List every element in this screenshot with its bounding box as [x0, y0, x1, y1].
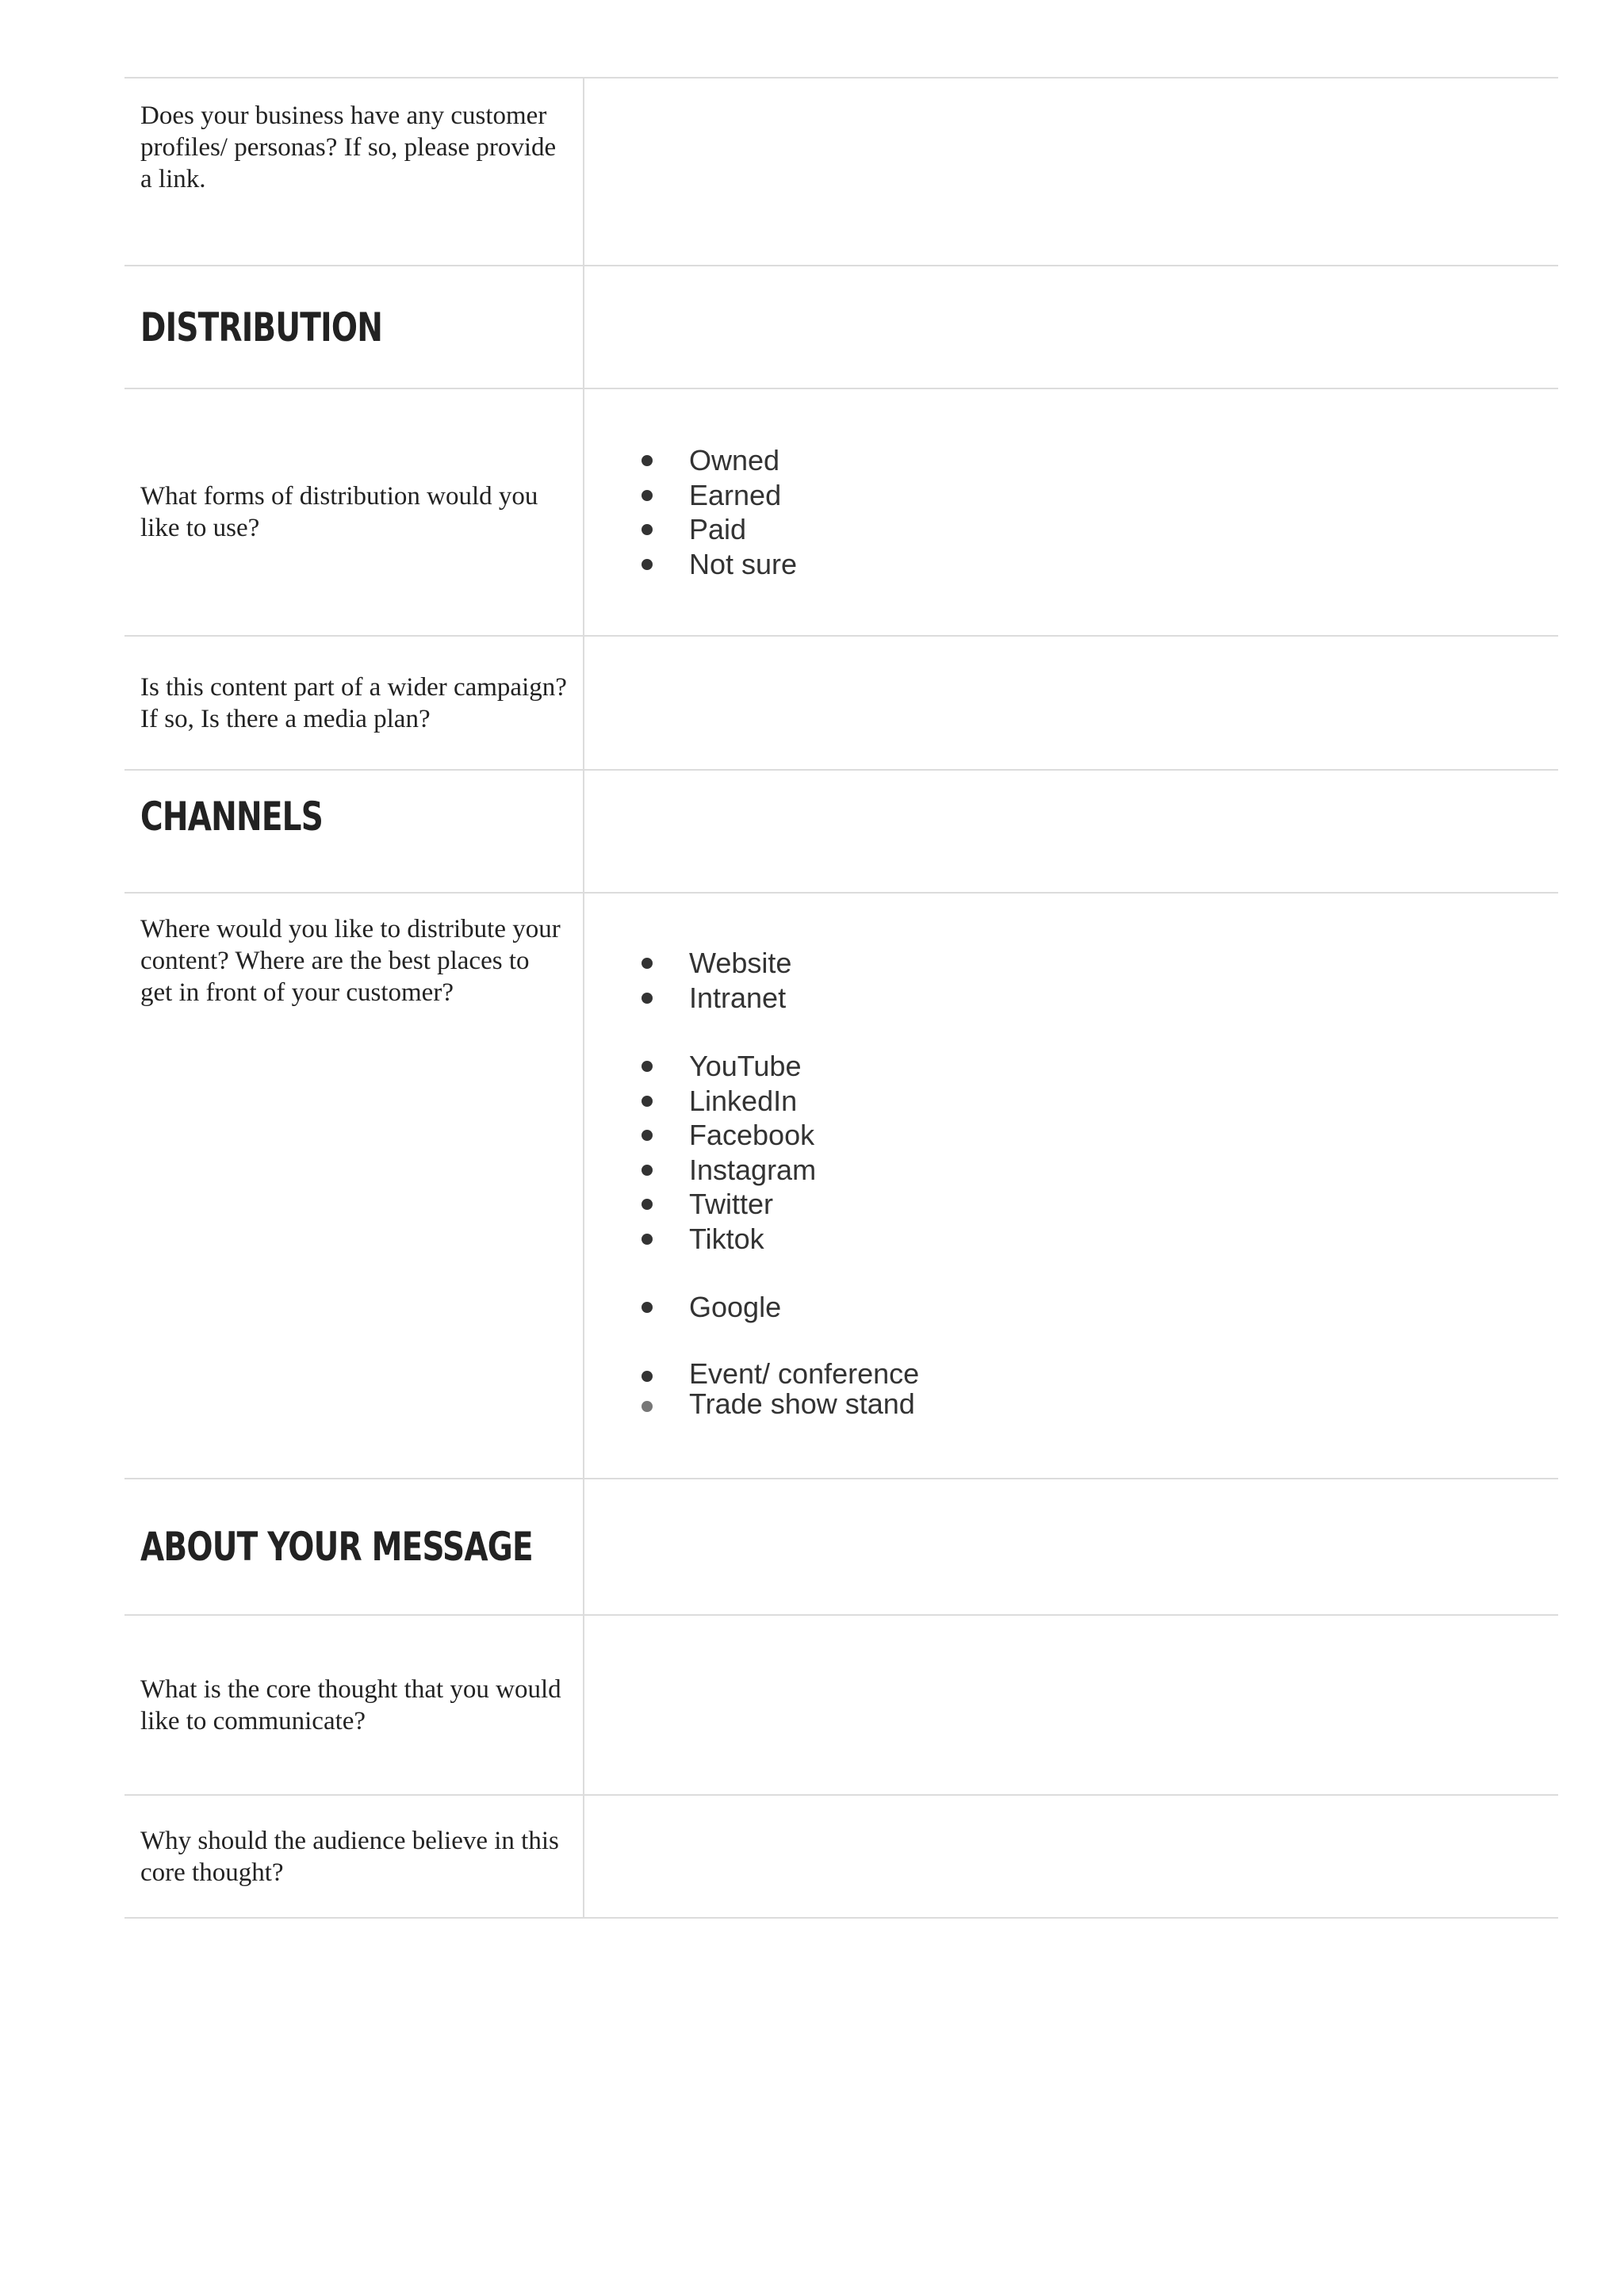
spacer: [642, 1256, 1558, 1290]
row-distribution-heading: [124, 266, 1558, 389]
answer-core-thought[interactable]: [584, 1616, 1558, 1794]
option-label: Not sure: [689, 547, 798, 580]
answer-channels: [584, 894, 1558, 1478]
answer-wider-campaign[interactable]: [584, 637, 1558, 769]
heading-cell: [124, 1479, 584, 1614]
heading-blank-cell: [584, 266, 1558, 388]
option-owned[interactable]: [642, 443, 1558, 478]
bullet-icon: [642, 524, 653, 535]
answer-customer-profiles[interactable]: [584, 78, 1558, 265]
bullet-icon: [642, 1061, 653, 1072]
option-twitter[interactable]: [642, 1187, 1558, 1222]
question-distribution-forms: What forms of distribution would you like to use?: [140, 482, 538, 542]
heading-cell: [124, 266, 584, 388]
row-distribution-forms: [124, 389, 1558, 637]
section-heading-channels: CHANNELS: [140, 794, 324, 840]
section-heading-distribution: DISTRIBUTION: [140, 304, 383, 350]
question-cell: [124, 389, 584, 635]
section-heading-about-message: ABOUT YOUR MESSAGE: [140, 1524, 533, 1570]
option-paid[interactable]: [642, 512, 1558, 547]
option-label: Facebook: [689, 1119, 815, 1151]
option-google[interactable]: [642, 1290, 1558, 1325]
option-earned[interactable]: [642, 478, 1558, 513]
question-core-thought: What is the core thought that you would like to communicate?: [140, 1674, 561, 1735]
option-label: Paid: [689, 513, 747, 545]
question-cell: [124, 1796, 584, 1917]
bullet-icon: [642, 1234, 653, 1245]
spacer: [642, 1015, 1558, 1049]
search-options-list: [642, 1290, 1558, 1325]
row-core-thought: [124, 1616, 1558, 1796]
option-label: Intranet: [689, 981, 787, 1014]
option-instagram[interactable]: [642, 1153, 1558, 1188]
bullet-icon: [642, 1199, 653, 1210]
row-wider-campaign: [124, 637, 1558, 771]
option-label: Instagram: [689, 1153, 817, 1186]
question-customer-profiles: Does your business have any customer profiles/ personas? If so, please provide a link.: [140, 101, 557, 193]
bullet-icon: [642, 1096, 653, 1107]
option-linkedin[interactable]: [642, 1084, 1558, 1119]
bullet-icon: [642, 993, 653, 1004]
row-audience-belief: [124, 1796, 1558, 1919]
event-options-list: [642, 1359, 1558, 1419]
question-audience-belief: Why should the audience believe in this core thought?: [140, 1826, 559, 1887]
option-youtube[interactable]: [642, 1049, 1558, 1084]
heading-cell: [124, 771, 584, 892]
row-channels-heading: [124, 771, 1558, 894]
brief-form-table: [124, 77, 1558, 1919]
row-customer-profiles: [124, 78, 1558, 266]
question-cell: [124, 1616, 584, 1794]
option-not-sure[interactable]: [642, 547, 1558, 582]
option-label: Website: [689, 947, 792, 979]
option-label: LinkedIn: [689, 1084, 798, 1117]
bullet-icon: [642, 490, 653, 501]
bullet-icon: [642, 1130, 653, 1141]
option-tiktok[interactable]: [642, 1222, 1558, 1257]
heading-blank-cell: [584, 771, 1558, 892]
bullet-icon: [642, 958, 653, 969]
question-cell: [124, 894, 584, 1478]
option-website[interactable]: [642, 946, 1558, 981]
option-event-conference[interactable]: [642, 1359, 1558, 1389]
option-label: Earned: [689, 478, 782, 511]
question-cell: [124, 78, 584, 265]
bullet-icon: [642, 1302, 653, 1313]
option-label: Tiktok: [689, 1222, 764, 1255]
bullet-icon: [642, 1401, 653, 1412]
bullet-icon: [642, 1165, 653, 1176]
row-channels: [124, 894, 1558, 1479]
option-label: Twitter: [689, 1188, 774, 1220]
spacer: [642, 1325, 1558, 1359]
option-label: Owned: [689, 444, 780, 476]
option-trade-show-stand[interactable]: [642, 1389, 1558, 1419]
option-facebook[interactable]: [642, 1118, 1558, 1153]
bullet-icon: [642, 1371, 653, 1382]
question-cell: [124, 637, 584, 769]
row-message-heading: [124, 1479, 1558, 1616]
option-label: Event/ conference: [689, 1357, 920, 1390]
answer-distribution-forms: [584, 389, 1558, 635]
channel-options-list: [642, 946, 1558, 1015]
answer-audience-belief[interactable]: [584, 1796, 1558, 1917]
option-label: YouTube: [689, 1050, 802, 1082]
distribution-options-list: [642, 443, 1558, 581]
question-channels: Where would you like to distribute your content? Where are the best places to get in front of your customer?: [140, 915, 561, 1007]
question-wider-campaign: Is this content part of a wider campaign? If so, Is there a media plan?: [140, 672, 567, 733]
heading-blank-cell: [584, 1479, 1558, 1614]
bullet-icon: [642, 559, 653, 570]
social-options-list: [642, 1049, 1558, 1256]
option-label: Trade show stand: [689, 1387, 915, 1420]
option-intranet[interactable]: [642, 981, 1558, 1016]
option-label: Google: [689, 1291, 782, 1323]
bullet-icon: [642, 455, 653, 466]
